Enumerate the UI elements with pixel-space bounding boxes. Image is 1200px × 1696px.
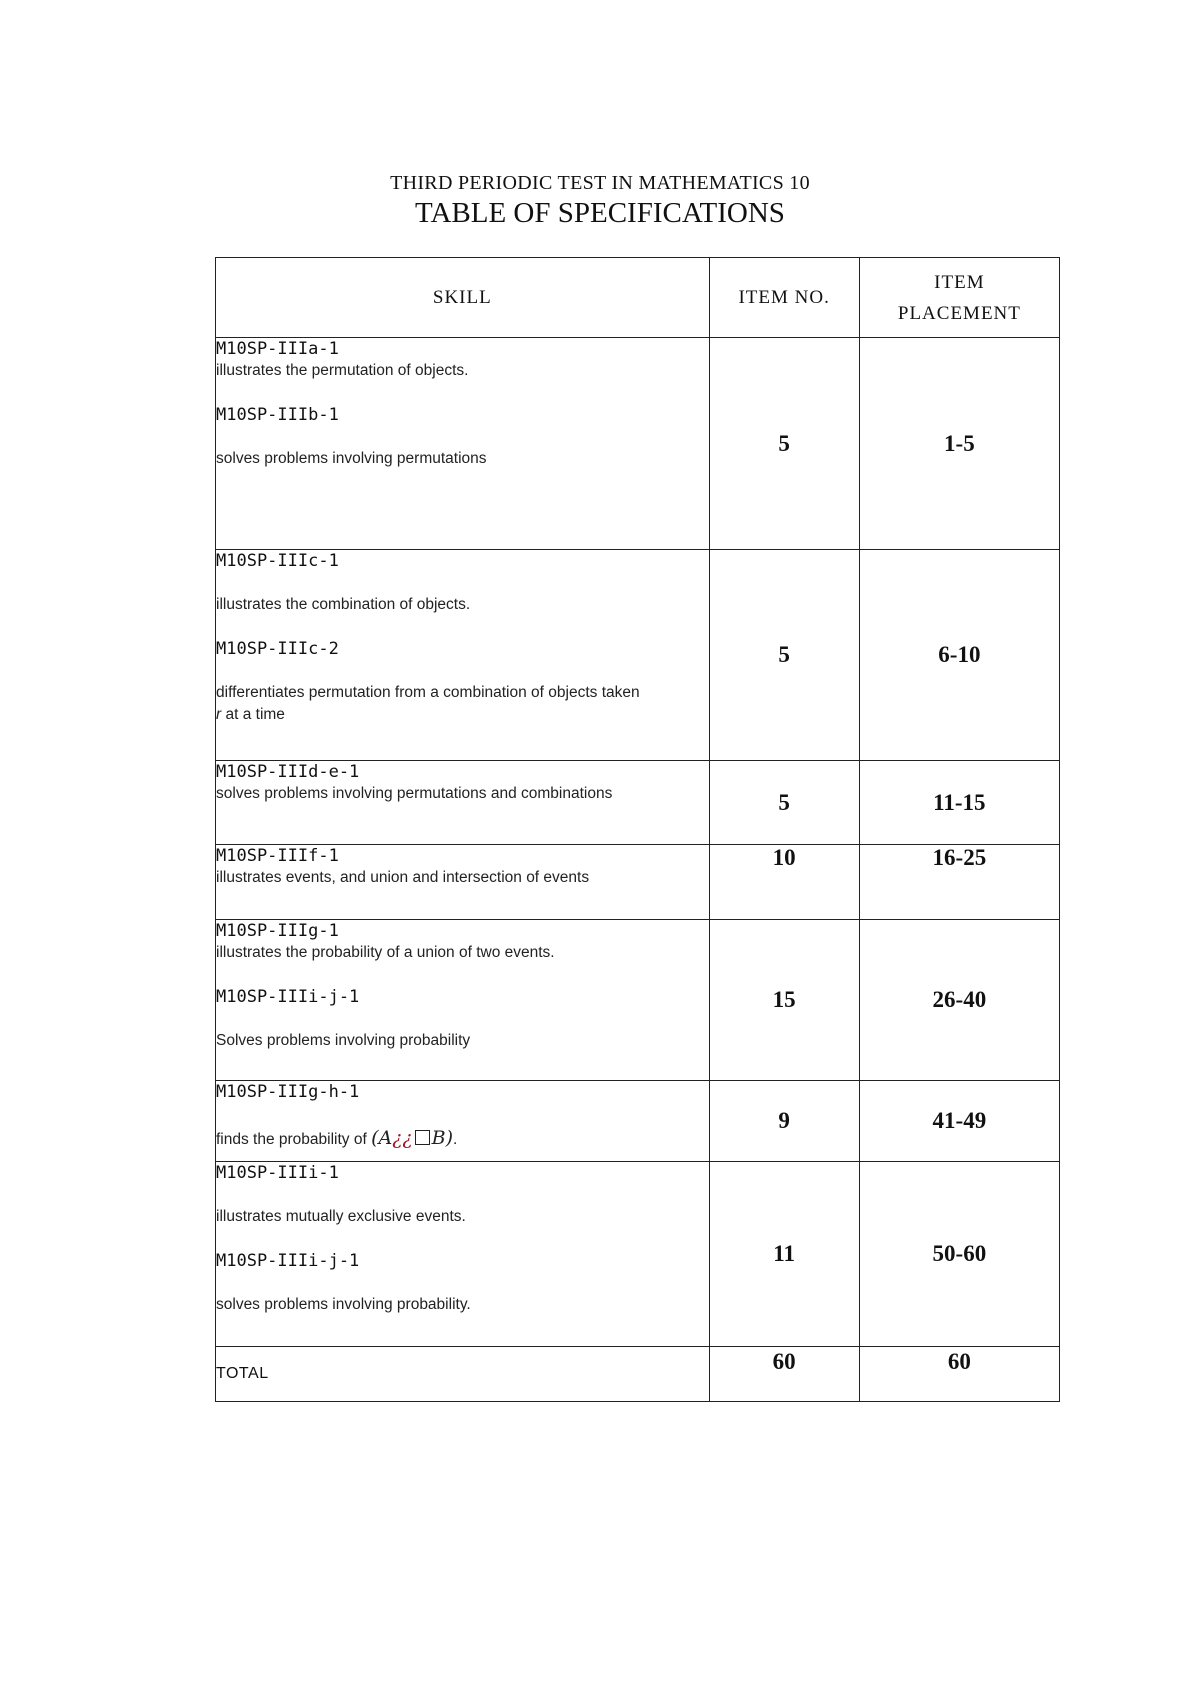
table-row <box>216 338 1060 550</box>
header-item-placement: ITEM PLACEMENT <box>859 258 1059 338</box>
table-row <box>216 920 1060 1081</box>
page-title: THIRD PERIODIC TEST IN MATHEMATICS 10 <box>390 172 810 194</box>
competency-code: M10SP-IIIi-j-1 <box>216 987 360 1007</box>
competency-code: M10SP-IIId-e-1 <box>216 762 360 782</box>
item-count: 5 <box>709 338 859 550</box>
missing-symbol-box <box>415 1130 430 1145</box>
competency-description: solves problems involving probability. <box>216 1296 471 1313</box>
total-row <box>216 1347 1060 1402</box>
competency-code: M10SP-IIIg-h-1 <box>216 1082 360 1102</box>
item-placement: 26-40 <box>859 920 1059 1081</box>
table-row <box>216 845 1060 920</box>
total-item-placement: 60 <box>859 1347 1059 1402</box>
competency-description: solves problems involving permutations <box>216 450 487 467</box>
skill-cell <box>216 761 710 845</box>
table-row <box>216 550 1060 761</box>
competency-description: solves problems involving permutations and combinations <box>216 785 613 802</box>
specifications-table <box>215 257 1060 1402</box>
competency-description: illustrates mutually exclusive events. <box>216 1208 466 1225</box>
item-count: 11 <box>709 1162 859 1347</box>
competency-code: M10SP-IIIi-j-1 <box>216 1251 360 1271</box>
item-placement: 16-25 <box>859 845 1059 920</box>
competency-description: illustrates events, and union and intersection of events <box>216 869 590 886</box>
probability-expression: (A¿¿ B) <box>371 1127 454 1149</box>
competency-code: M10SP-IIIc-2 <box>216 639 339 659</box>
item-placement: 41-49 <box>859 1081 1059 1162</box>
competency-description: finds the probability of (A¿¿ B). <box>216 1127 458 1149</box>
item-count: 15 <box>709 920 859 1081</box>
competency-description: Solves problems involving probability <box>216 1032 471 1049</box>
skill-cell <box>216 338 710 550</box>
item-count: 10 <box>709 845 859 920</box>
skill-cell <box>216 845 710 920</box>
table-row <box>216 1081 1060 1162</box>
skill-cell <box>216 1081 710 1162</box>
competency-code: M10SP-IIIi-1 <box>216 1163 339 1183</box>
competency-code: M10SP-IIIg-1 <box>216 921 339 941</box>
competency-code: M10SP-IIIf-1 <box>216 846 339 866</box>
table-row <box>216 1162 1060 1347</box>
skill-cell <box>216 550 710 761</box>
skill-cell <box>216 920 710 1081</box>
item-placement: 11-15 <box>859 761 1059 845</box>
item-placement: 1-5 <box>859 338 1059 550</box>
competency-description: differentiates permutation from a combination of objects taken r at a time <box>216 684 640 723</box>
competency-code: M10SP-IIIc-1 <box>216 551 339 571</box>
competency-description: illustrates the permutation of objects. <box>216 362 469 379</box>
table-row <box>216 761 1060 845</box>
total-label-cell <box>216 1347 710 1402</box>
table-header-row <box>216 258 1060 338</box>
item-placement: 50-60 <box>859 1162 1059 1347</box>
competency-description: illustrates the combination of objects. <box>216 596 471 613</box>
header-skill: SKILL <box>216 258 710 338</box>
item-count: 5 <box>709 550 859 761</box>
competency-code: M10SP-IIIa-1 <box>216 339 339 359</box>
item-placement: 6-10 <box>859 550 1059 761</box>
header-item-no: ITEM NO. <box>709 258 859 338</box>
competency-code: M10SP-IIIb-1 <box>216 405 339 425</box>
page-subtitle: TABLE OF SPECIFICATIONS <box>415 197 785 229</box>
total-item-count: 60 <box>709 1347 859 1402</box>
skill-cell <box>216 1162 710 1347</box>
item-count: 5 <box>709 761 859 845</box>
competency-description: illustrates the probability of a union of two events. <box>216 944 555 961</box>
item-count: 9 <box>709 1081 859 1162</box>
total-label: TOTAL <box>216 1365 269 1382</box>
